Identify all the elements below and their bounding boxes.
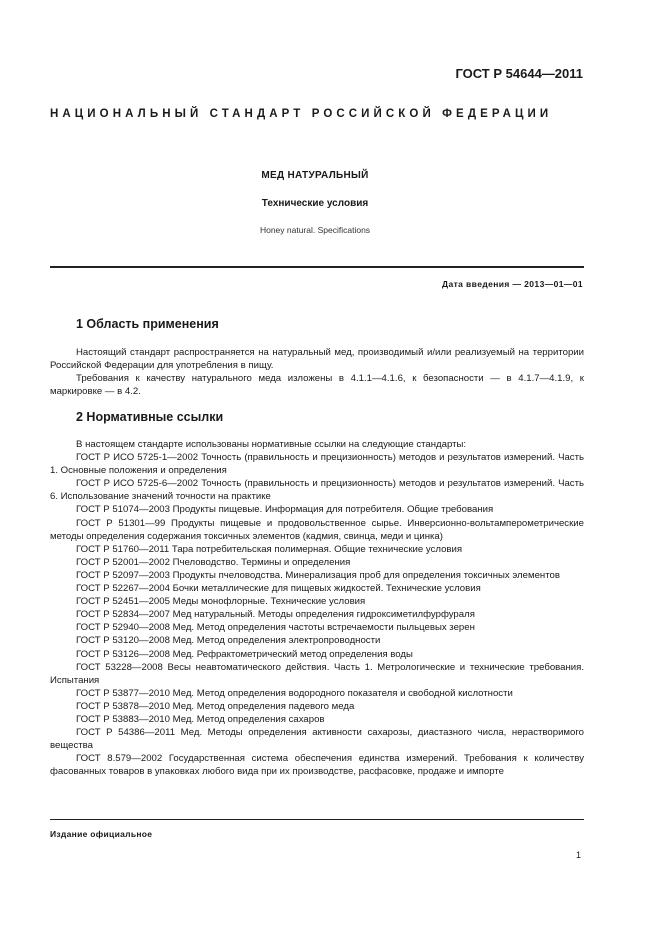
reference-item: ГОСТ Р 53126—2008 Мед. Рефрактометрический метод определения воды (76, 648, 413, 660)
reference-item: ГОСТ Р 52267—2004 Бочки металлические для пищевых жидкостей. Технические условия (76, 583, 481, 595)
reference-item: ГОСТ Р 52451—2005 Меды монофлорные. Технические условия (76, 596, 366, 608)
reference-item: ГОСТ Р 53877—2010 Мед. Метод определения водородного показателя и свободной кислотности (76, 687, 513, 699)
official-edition-label: Издание официальное (50, 829, 153, 839)
section-2-heading: 2 Нормативные ссылки (76, 410, 224, 424)
reference-item: ГОСТ Р 51760—2011 Тара потребительская полимерная. Общие технические условия (76, 543, 463, 555)
reference-item: ГОСТ Р 54386—2011 Мед. Методы определения активности сахарозы, диастазного числа, нерастворимого вещества (50, 727, 584, 752)
section-1-heading: 1 Область применения (76, 317, 219, 331)
reference-item: ГОСТ Р 53120—2008 Мед. Метод определения электропроводности (76, 635, 381, 647)
national-standard-title: НАЦИОНАЛЬНЫЙ СТАНДАРТ РОССИЙСКОЙ ФЕДЕРАЦИИ (50, 108, 553, 120)
paragraph: Настоящий стандарт распространяется на натуральный мед, производимый и/или реализуемый на территории Российской Федерации для употребления в пищу. (50, 347, 584, 372)
reference-item: ГОСТ Р 51301—99 Продукты пищевые и продовольственное сырье. Инверсионно-вольтамперометрические методы определения содержания токсичных элементов (кадмия, свинца, меди и цинка) (50, 517, 584, 542)
reference-item: ГОСТ Р 52834—2007 Мед натуральный. Методы определения гидроксиметилфурфураля (76, 609, 475, 621)
reference-item: ГОСТ Р 52001—2002 Пчеловодство. Термины и определения (76, 556, 351, 568)
reference-item: ГОСТ Р ИСО 5725-6—2002 Точность (правильность и прецизионность) методов и результатов измерений. Часть 6. Использование значений точности на практике (50, 478, 584, 503)
section-2-body (50, 438, 584, 778)
top-divider (50, 266, 584, 268)
reference-item: ГОСТ Р 52097—2003 Продукты пчеловодства. Минерализация проб для определения токсичных элементов (76, 569, 560, 581)
bottom-divider (50, 819, 584, 820)
reference-item: ГОСТ Р 53878—2010 Мед. Метод определения падевого меда (76, 700, 355, 712)
reference-item: ГОСТ 53228—2008 Весы неавтоматического действия. Часть 1. Метрологические и технические требования. Испытания (50, 661, 584, 686)
page-number: 1 (575, 850, 581, 860)
reference-item: ГОСТ Р 52940—2008 Мед. Метод определения частоты встречаемости пыльцевых зерен (76, 622, 475, 634)
reference-item: ГОСТ Р 51074—2003 Продукты пищевые. Информация для потребителя. Общие требования (76, 504, 494, 516)
standard-subtitle: Технические условия (261, 198, 369, 209)
paragraph: Требования к качеству натурального меда изложены в 4.1.1—4.1.6, к безопасности — в 4.1.7—4.1.9, к маркировке — в 4.2. (50, 373, 584, 398)
standard-english-title: Honey natural. Specifications (259, 225, 371, 235)
paragraph: В настоящем стандарте использованы нормативные ссылки на следующие стандарты: (76, 439, 467, 450)
reference-item: ГОСТ 8.579—2002 Государственная система обеспечения единства измерений. Требования к количеству фасованных товаров в упаковках любого вида при их производстве, расфасовке, продаже и импорте (50, 753, 584, 778)
section-1-body (50, 346, 584, 398)
reference-item: ГОСТ Р ИСО 5725-1—2002 Точность (правильность и прецизионность) методов и результатов измерений. Часть 1. Основные положения и определения (50, 452, 584, 477)
reference-item: ГОСТ Р 53883—2010 Мед. Метод определения сахаров (76, 713, 325, 725)
standard-name: МЕД НАТУРАЛЬНЫЙ (261, 170, 369, 181)
introduction-date: Дата введения — 2013—01—01 (442, 279, 583, 289)
document-code: ГОСТ Р 54644—2011 (455, 66, 583, 81)
